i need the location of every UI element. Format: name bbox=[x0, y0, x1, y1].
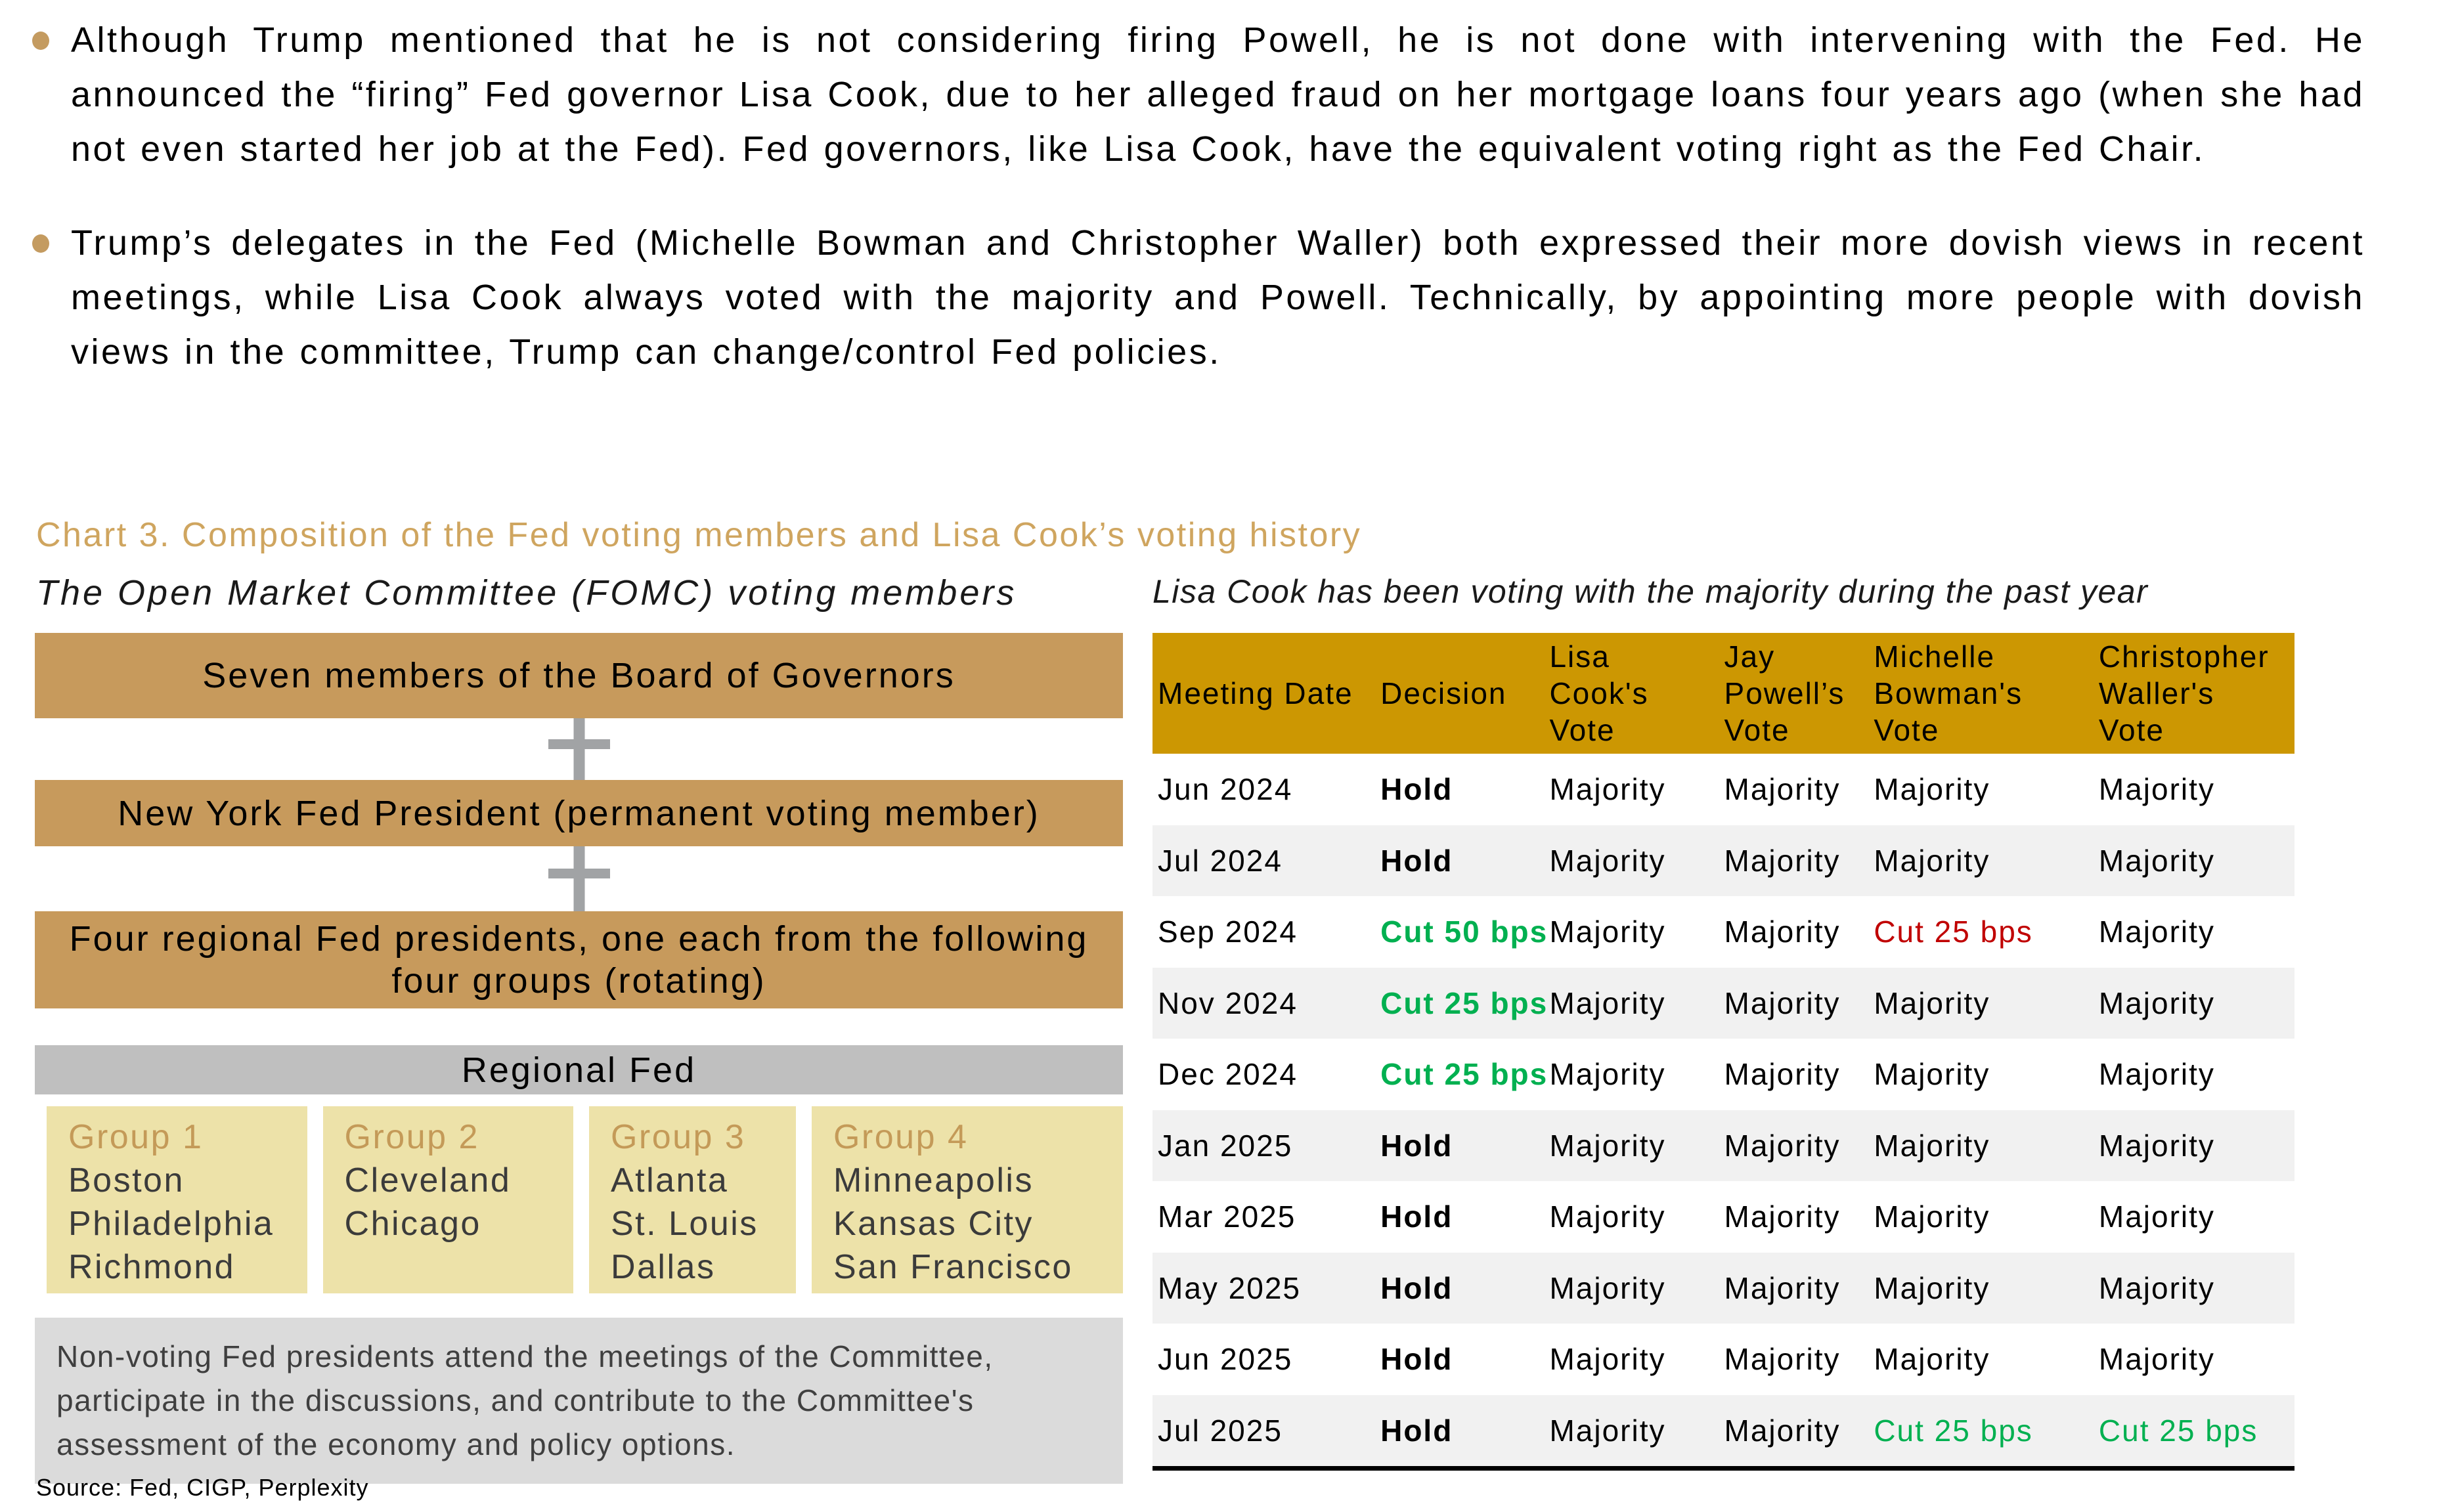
meeting-date-cell: May 2025 bbox=[1158, 1270, 1302, 1305]
christopher-waller-vote-cell: Majority bbox=[2098, 772, 2215, 807]
group-2-box bbox=[323, 1106, 573, 1293]
bullet-item bbox=[30, 216, 2365, 379]
col-header-meeting-date: Meeting Date bbox=[1158, 676, 1353, 710]
chart-title: Chart 3. Composition of the Fed voting members and Lisa Cook’s voting history bbox=[36, 516, 1362, 554]
michelle-bowman-vote-cell: Majority bbox=[1874, 1342, 1990, 1377]
lisa-cook-vote-cell: Majority bbox=[1549, 1342, 1666, 1377]
bullet-dot-icon bbox=[32, 234, 49, 253]
group-city: Boston bbox=[68, 1161, 185, 1199]
meeting-date-cell: Jan 2025 bbox=[1158, 1128, 1293, 1163]
christopher-waller-vote-cell: Majority bbox=[2098, 1128, 2215, 1163]
jay-powell-vote-cell: Majority bbox=[1724, 1057, 1841, 1092]
decision-cell: Cut 25 bps bbox=[1380, 985, 1548, 1020]
group-3-box bbox=[589, 1106, 796, 1293]
plus-icon bbox=[35, 846, 1123, 911]
decision-cell: Hold bbox=[1380, 772, 1453, 807]
meeting-date-cell: Dec 2024 bbox=[1158, 1057, 1298, 1092]
jay-powell-vote-cell: Majority bbox=[1724, 1128, 1841, 1163]
regional-presidents-box: Four regional Fed presidents, one each from the following four groups (rotating) bbox=[35, 911, 1123, 1008]
michelle-bowman-vote-cell: Majority bbox=[1874, 843, 1990, 878]
group-city: Kansas City bbox=[833, 1205, 1034, 1243]
decision-cell: Hold bbox=[1380, 1270, 1453, 1305]
bullet-dot-icon bbox=[32, 32, 49, 50]
jay-powell-vote-cell: Majority bbox=[1724, 985, 1841, 1020]
board-of-governors-box: Seven members of the Board of Governors bbox=[35, 633, 1123, 718]
decision-cell: Hold bbox=[1380, 1128, 1453, 1163]
michelle-bowman-vote-cell: Majority bbox=[1874, 1057, 1990, 1092]
group-city: Dallas bbox=[610, 1248, 716, 1286]
table-row bbox=[1153, 968, 2294, 1039]
christopher-waller-vote-cell: Majority bbox=[2098, 843, 2215, 878]
christopher-waller-vote-cell: Majority bbox=[2098, 1270, 2215, 1305]
fomc-diagram bbox=[35, 633, 1123, 1484]
christopher-waller-vote-cell: Majority bbox=[2098, 985, 2215, 1020]
group-city: Atlanta bbox=[610, 1161, 729, 1199]
michelle-bowman-vote-cell: Cut 25 bps bbox=[1874, 915, 2033, 949]
group-city: Chicago bbox=[344, 1205, 481, 1243]
christopher-waller-vote-cell: Majority bbox=[2098, 1342, 2215, 1377]
table-row bbox=[1153, 1324, 2294, 1395]
christopher-waller-vote-cell: Majority bbox=[2098, 1057, 2215, 1092]
decision-cell: Hold bbox=[1380, 1199, 1453, 1234]
table-row bbox=[1153, 1039, 2294, 1110]
group-city: St. Louis bbox=[610, 1205, 758, 1243]
michelle-bowman-vote-cell: Majority bbox=[1874, 1128, 1990, 1163]
jay-powell-vote-cell: Majority bbox=[1724, 772, 1841, 807]
group-city: Philadelphia bbox=[68, 1205, 274, 1243]
decision-cell: Hold bbox=[1380, 1342, 1453, 1377]
bullet-text: Although Trump mentioned that he is not considering firing Powell, he is not done with intervening with the Fed. He announced the “firing” Fed governor Lisa Cook, due to her alleged fraud on her mortgage loans four years ago (when she had not even started her job at the Fed). Fed governors, like Lisa Cook, have the equivalent voting right as the Fed Chair. bbox=[71, 20, 2365, 169]
lisa-cook-vote-cell: Majority bbox=[1549, 1057, 1666, 1092]
michelle-bowman-vote-cell: Cut 25 bps bbox=[1874, 1413, 2033, 1448]
decision-cell: Cut 25 bps bbox=[1380, 1057, 1548, 1092]
group-city: Cleveland bbox=[344, 1161, 512, 1199]
regional-groups bbox=[35, 1106, 1123, 1293]
group-name: Group 4 bbox=[833, 1118, 969, 1156]
group-name: Group 1 bbox=[68, 1118, 204, 1156]
table-subtitle: Lisa Cook has been voting with the majority during the past year bbox=[1153, 573, 2149, 610]
meeting-date-cell: Jul 2024 bbox=[1158, 843, 1283, 878]
table-row bbox=[1153, 1110, 2294, 1182]
lisa-cook-vote-cell: Majority bbox=[1549, 1128, 1666, 1163]
group-4-box bbox=[812, 1106, 1123, 1293]
lisa-cook-vote-cell: Majority bbox=[1549, 1199, 1666, 1234]
plus-icon bbox=[35, 718, 1123, 780]
meeting-date-cell: Jun 2025 bbox=[1158, 1342, 1293, 1377]
group-city: San Francisco bbox=[833, 1248, 1073, 1286]
meeting-date-cell: Jul 2025 bbox=[1158, 1413, 1283, 1448]
christopher-waller-vote-cell: Cut 25 bps bbox=[2098, 1413, 2258, 1448]
decision-cell: Hold bbox=[1380, 843, 1453, 878]
ny-fed-president-box: New York Fed President (permanent voting member) bbox=[35, 780, 1123, 846]
lisa-cook-vote-cell: Majority bbox=[1549, 1270, 1666, 1305]
table-row bbox=[1153, 825, 2294, 897]
michelle-bowman-vote-cell: Majority bbox=[1874, 1199, 1990, 1234]
michelle-bowman-vote-cell: Majority bbox=[1874, 985, 1990, 1020]
decision-cell: Cut 50 bps bbox=[1380, 915, 1548, 949]
group-city: Minneapolis bbox=[833, 1161, 1034, 1199]
bullet-list bbox=[30, 13, 2365, 379]
group-name: Group 2 bbox=[344, 1118, 479, 1156]
source-line: Source: Fed, CIGP, Perplexity bbox=[36, 1474, 369, 1501]
jay-powell-vote-cell: Majority bbox=[1724, 915, 1841, 949]
christopher-waller-vote-cell: Majority bbox=[2098, 915, 2215, 949]
group-name: Group 3 bbox=[610, 1118, 746, 1156]
table-header-row bbox=[1153, 633, 2294, 754]
lisa-cook-vote-cell: Majority bbox=[1549, 915, 1666, 949]
regional-fed-bar: Regional Fed bbox=[35, 1045, 1123, 1094]
table-row bbox=[1153, 754, 2294, 825]
lisa-cook-vote-cell: Majority bbox=[1549, 1413, 1666, 1448]
michelle-bowman-vote-cell: Majority bbox=[1874, 1270, 1990, 1305]
jay-powell-vote-cell: Majority bbox=[1724, 1413, 1841, 1448]
table-row bbox=[1153, 1253, 2294, 1324]
decision-cell: Hold bbox=[1380, 1413, 1453, 1448]
col-header-decision: Decision bbox=[1380, 676, 1507, 710]
jay-powell-vote-cell: Majority bbox=[1724, 1342, 1841, 1377]
col-header-lisa-cook: Lisa Cook's Vote bbox=[1549, 639, 1649, 747]
col-header-jay-powell: Jay Powell’s Vote bbox=[1724, 639, 1845, 747]
left-panel-subtitle: The Open Market Committee (FOMC) voting members bbox=[36, 573, 1017, 613]
table-row bbox=[1153, 1181, 2294, 1253]
jay-powell-vote-cell: Majority bbox=[1724, 843, 1841, 878]
col-header-michelle-bowman: Michelle Bowman's Vote bbox=[1874, 639, 2023, 747]
lisa-cook-vote-cell: Majority bbox=[1549, 772, 1666, 807]
meeting-date-cell: Nov 2024 bbox=[1158, 985, 1298, 1020]
group-1-box bbox=[47, 1106, 307, 1293]
michelle-bowman-vote-cell: Majority bbox=[1874, 772, 1990, 807]
jay-powell-vote-cell: Majority bbox=[1724, 1270, 1841, 1305]
non-voting-note: Non-voting Fed presidents attend the meetings of the Committee, participate in the discussions, and contribute to the Committee's assessment of the economy and policy options. bbox=[35, 1318, 1123, 1484]
table-row bbox=[1153, 896, 2294, 968]
bullet-item bbox=[30, 13, 2365, 177]
christopher-waller-vote-cell: Majority bbox=[2098, 1199, 2215, 1234]
table-row bbox=[1153, 1395, 2294, 1467]
meeting-date-cell: Jun 2024 bbox=[1158, 772, 1293, 807]
meeting-date-cell: Sep 2024 bbox=[1158, 915, 1298, 949]
voting-history-table bbox=[1153, 633, 2294, 1471]
lisa-cook-vote-cell: Majority bbox=[1549, 843, 1666, 878]
bullet-text: Trump’s delegates in the Fed (Michelle Bowman and Christopher Waller) both expressed their more dovish views in recent meetings, while Lisa Cook always voted with the majority and Powell. Technically, by appointing more people with dovish views in the committee, Trump can change/control Fed policies. bbox=[71, 223, 2365, 372]
jay-powell-vote-cell: Majority bbox=[1724, 1199, 1841, 1234]
col-header-christopher-waller: Christopher Waller's Vote bbox=[2098, 639, 2270, 747]
lisa-cook-vote-cell: Majority bbox=[1549, 985, 1666, 1020]
meeting-date-cell: Mar 2025 bbox=[1158, 1199, 1296, 1234]
group-city: Richmond bbox=[68, 1248, 236, 1286]
